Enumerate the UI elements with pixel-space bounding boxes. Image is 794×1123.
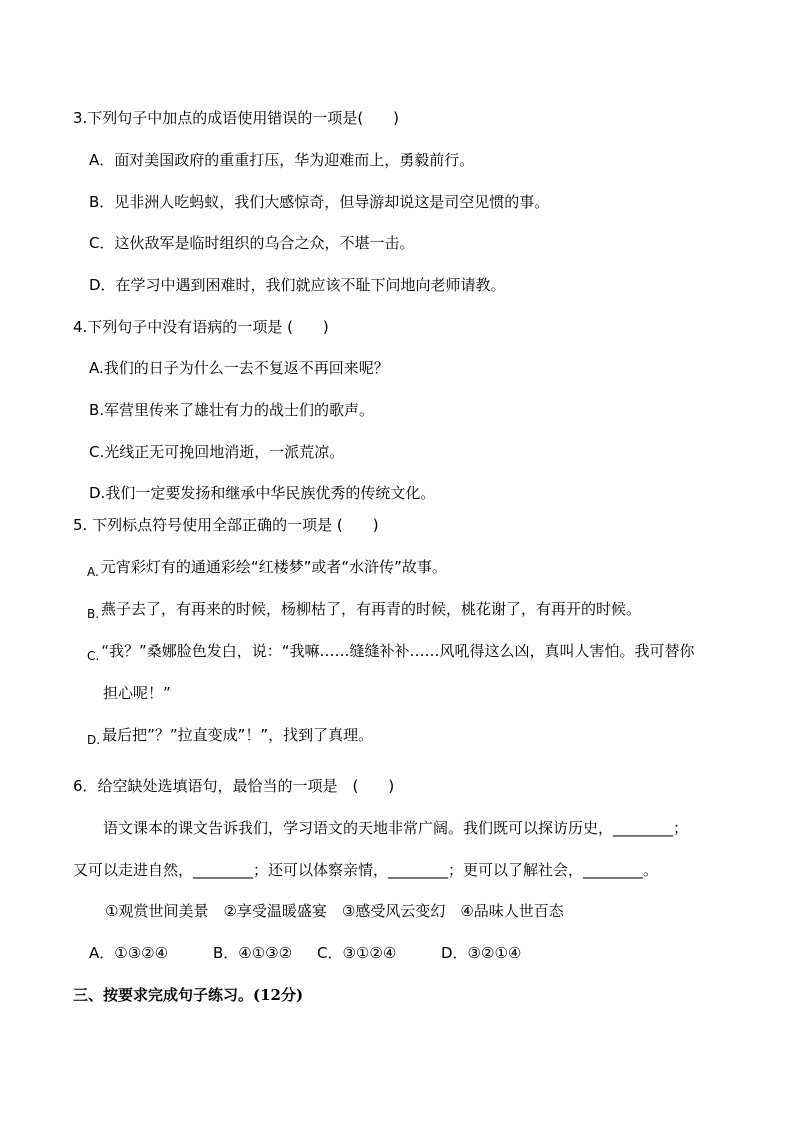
q5-option-c-letter: C. bbox=[87, 649, 100, 663]
q5-option-c-text: “我？”桑娜脸色发白，说：“我嘛……缝缝补补……风吼得这么凶，真叫人害怕。我可替你 bbox=[101, 642, 695, 660]
q5-option-d-letter: D. bbox=[87, 733, 101, 747]
q4-option-b: B.军营里传来了雄壮有力的战士们的歌声。 bbox=[89, 401, 375, 419]
section-3-heading: 三、按要求完成句子练习。(12分) bbox=[73, 986, 304, 1004]
q3-option-a: A．面对美国政府的重重打压，华为迎难而上，勇毅前行。 bbox=[89, 151, 475, 169]
q5-option-a-text: 元宵彩灯有的通通彩绘“红楼梦”或者“水浒传”故事。 bbox=[100, 558, 447, 576]
q3-option-d: D．在学习中遇到困难时，我们就应该不耻下问地向老师请教。 bbox=[89, 276, 506, 294]
q3-option-c: C．这伙敌军是临时组织的乌合之众，不堪一击。 bbox=[89, 234, 415, 252]
q6-option-d: D．③②①④ bbox=[441, 944, 522, 962]
q6-stem: 6．给空缺处选填语句，最恰当的一项是 ( ) bbox=[73, 777, 395, 795]
q6-option-b: B．④①③② bbox=[213, 944, 293, 962]
q5-option-b-letter: B. bbox=[87, 607, 100, 621]
q3-option-b: B．见非洲人吃蚂蚁，我们大感惊奇，但导游却说这是司空见惯的事。 bbox=[89, 193, 550, 211]
q4-option-c: C.光线正无可挽回地消逝，一派荒凉。 bbox=[89, 443, 345, 461]
q5-option-c-continued: 担心呢！” bbox=[103, 684, 171, 702]
q5-option-a-letter: A. bbox=[87, 565, 99, 579]
q6-choices: ①观赏世间美景 ②享受温暖盛宴 ③感受风云变幻 ④品味人世百态 bbox=[105, 902, 564, 920]
q5-stem: 5. 下列标点符号使用全部正确的一项是 ( ) bbox=[73, 516, 379, 534]
q6-paragraph-line2: 又可以走进自然，________；还可以体察亲情，________；更可以了解社会，________。 bbox=[73, 861, 659, 879]
q5-option-d-text: 最后把”？”拉直变成”！”，找到了真理。 bbox=[102, 726, 374, 744]
q4-option-a: A.我们的日子为什么一去不复返不再回来呢？ bbox=[89, 359, 389, 377]
q6-paragraph-line1: 语文课本的课文告诉我们，学习语文的天地非常广阔。我们既可以探访历史，________； bbox=[103, 819, 689, 837]
q4-option-d: D.我们一定要发扬和继承中华民族优秀的传统文化。 bbox=[89, 484, 436, 502]
q3-stem: 3.下列句子中加点的成语使用错误的一项是( ) bbox=[73, 109, 400, 127]
q5-option-b-text: 燕子去了，有再来的时候，杨柳枯了，有再青的时候，桃花谢了，有再开的时候。 bbox=[101, 600, 642, 618]
q6-option-c: C．③①②④ bbox=[317, 944, 397, 962]
q5-option-c bbox=[87, 641, 695, 662]
q4-stem: 4.下列句子中没有语病的一项是 ( ) bbox=[73, 318, 329, 336]
q5-option-a bbox=[87, 557, 447, 578]
q5-option-d bbox=[87, 725, 373, 746]
q6-option-a: A．①③②④ bbox=[89, 944, 169, 962]
q5-option-b bbox=[87, 599, 641, 620]
